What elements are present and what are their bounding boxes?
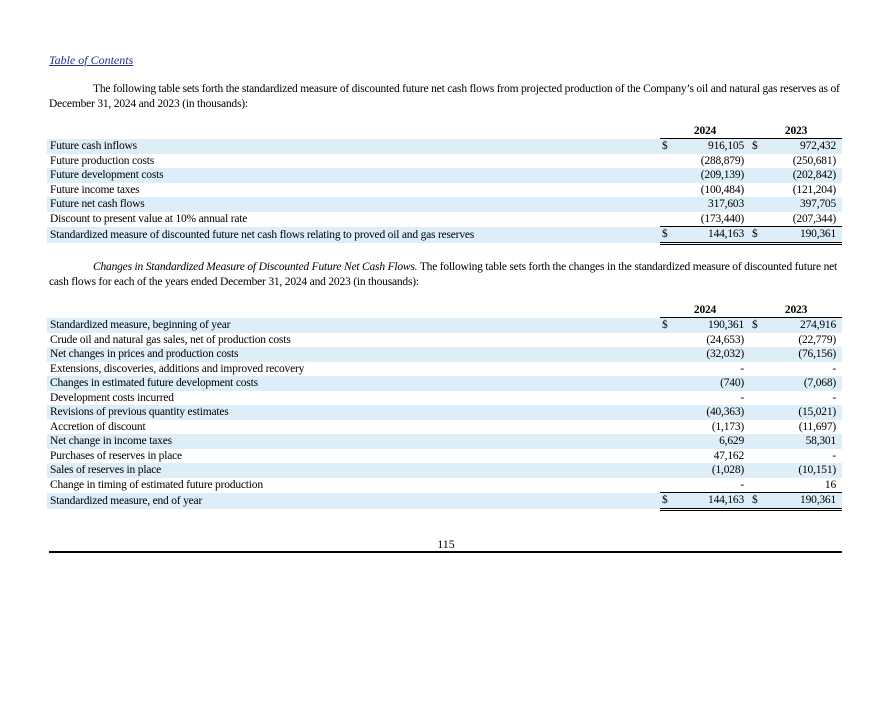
year-header: 2024 <box>660 303 750 318</box>
table-row <box>47 347 842 362</box>
value-2024: 190,361 <box>674 318 750 333</box>
row-label: Sales of reserves in place <box>47 463 660 478</box>
row-label: Standardized measure, end of year <box>47 493 660 510</box>
page-number: 115 <box>437 537 455 551</box>
currency-symbol <box>660 449 674 464</box>
currency-symbol <box>750 362 764 377</box>
value-2024: - <box>674 478 750 493</box>
row-label: Net changes in prices and production costs <box>47 347 660 362</box>
row-label: Accretion of discount <box>50 420 146 433</box>
value-2023: (10,151) <box>764 463 842 478</box>
currency-symbol <box>660 391 674 406</box>
value-2023: 190,361 <box>764 493 842 510</box>
table-row <box>47 212 842 227</box>
changes-heading: Changes in Standardized Measure of Discounted Future Net Cash Flows. <box>93 261 418 273</box>
table-row <box>47 197 842 212</box>
currency-symbol <box>750 347 764 362</box>
value-2024: (24,653) <box>706 333 745 346</box>
currency-symbol <box>750 463 764 478</box>
currency-symbol <box>750 168 764 183</box>
value-2024: (1,028) <box>674 463 750 478</box>
table-row <box>47 183 842 198</box>
table-row <box>47 318 842 333</box>
currency-symbol: $ <box>660 493 674 510</box>
table-row <box>47 493 842 510</box>
value-2024: 6,629 <box>674 434 750 449</box>
table-row <box>47 420 842 435</box>
value-2023: 397,705 <box>764 197 842 212</box>
currency-symbol <box>660 362 674 377</box>
currency-symbol <box>750 449 764 464</box>
currency-symbol: $ <box>750 139 764 154</box>
row-label: Crude oil and natural gas sales, net of production costs <box>50 333 291 346</box>
currency-symbol <box>660 420 674 435</box>
currency-symbol <box>660 197 674 212</box>
currency-symbol <box>750 183 764 198</box>
value-2024: - <box>740 362 745 375</box>
currency-symbol <box>660 405 674 420</box>
table-row <box>47 449 842 464</box>
currency-symbol <box>750 333 764 348</box>
value-2024: (40,363) <box>674 405 750 420</box>
year-header: 2024 <box>660 124 750 139</box>
value-2024: - <box>740 391 745 404</box>
table-row <box>47 405 842 420</box>
row-label: Development costs incurred <box>50 391 174 404</box>
changes-in-standardized-measure-table <box>47 303 842 511</box>
value-2023: (207,344) <box>764 212 842 227</box>
row-label: Change in timing of estimated future production <box>50 479 263 491</box>
currency-symbol: $ <box>660 318 674 333</box>
value-2024: (1,173) <box>711 420 745 433</box>
table-row <box>47 333 842 348</box>
currency-symbol <box>660 434 674 449</box>
year-header: 2023 <box>750 124 842 139</box>
table-row <box>47 434 842 449</box>
value-2024: (740) <box>674 376 750 391</box>
currency-symbol <box>660 333 674 348</box>
value-2023: (7,068) <box>764 376 842 391</box>
currency-symbol <box>750 405 764 420</box>
currency-symbol: $ <box>750 318 764 333</box>
row-label: Future cash inflows <box>47 139 660 154</box>
changes-paragraph: Changes in Standardized Measure of Discounted Future Net Cash Flows. The following table sets forth the changes in the standardized measure of discounted future net cash flows for each of the years ended December 31, 2024 and 2023 (in thousands): <box>49 261 838 288</box>
value-2023: (15,021) <box>764 405 842 420</box>
currency-symbol <box>660 168 674 183</box>
currency-symbol <box>750 212 764 227</box>
standardized-measure-table <box>47 124 842 245</box>
table-row <box>47 168 842 183</box>
value-2023: (250,681) <box>792 154 837 167</box>
currency-symbol <box>660 463 674 478</box>
value-2024: 144,163 <box>674 227 750 244</box>
table-row <box>47 362 842 377</box>
value-2023: 972,432 <box>764 139 842 154</box>
value-2024: 144,163 <box>674 493 750 510</box>
currency-symbol <box>750 197 764 212</box>
currency-symbol <box>750 154 764 169</box>
currency-symbol <box>660 154 674 169</box>
row-label: Discount to present value at 10% annual rate <box>50 213 248 225</box>
currency-symbol: $ <box>660 139 674 154</box>
currency-symbol: $ <box>750 227 764 244</box>
row-label: Future income taxes <box>50 183 140 196</box>
currency-symbol <box>750 391 764 406</box>
table-of-contents-link[interactable]: Table of Contents <box>49 53 134 67</box>
year-header: 2023 <box>750 303 842 318</box>
row-label: Revisions of previous quantity estimates <box>47 405 660 420</box>
row-label: Future development costs <box>47 168 660 183</box>
value-2024: (32,032) <box>674 347 750 362</box>
currency-symbol <box>750 434 764 449</box>
intro-paragraph: The following table sets forth the standardized measure of discounted future net cash flows from projected production of the Company’s oil and natural gas reserves as of December 31, 2024 and 2023 (in thousands): <box>49 83 840 110</box>
value-2023: 274,916 <box>764 318 842 333</box>
value-2023: - <box>832 449 837 462</box>
row-label: Net change in income taxes <box>47 434 660 449</box>
value-2023: (76,156) <box>764 347 842 362</box>
row-label: Purchases of reserves in place <box>50 449 182 462</box>
value-2023: 58,301 <box>764 434 842 449</box>
currency-symbol: $ <box>750 493 764 510</box>
value-2023: (202,842) <box>764 168 842 183</box>
currency-symbol <box>750 420 764 435</box>
value-2024: 47,162 <box>713 449 745 462</box>
value-2023: (121,204) <box>792 183 837 196</box>
currency-symbol <box>660 212 674 227</box>
currency-symbol <box>660 183 674 198</box>
currency-symbol <box>750 376 764 391</box>
value-2023: 190,361 <box>764 227 842 244</box>
row-label: Standardized measure, beginning of year <box>47 318 660 333</box>
value-2023: (11,697) <box>798 420 837 433</box>
table-row <box>47 154 842 169</box>
value-2023: 16 <box>764 478 842 493</box>
currency-symbol: $ <box>660 227 674 244</box>
table-row <box>47 376 842 391</box>
currency-symbol <box>660 478 674 493</box>
table-row <box>47 391 842 406</box>
table-row <box>47 463 842 478</box>
value-2024: 317,603 <box>674 197 750 212</box>
value-2024: (209,139) <box>674 168 750 183</box>
footer-divider <box>49 551 842 553</box>
value-2024: (173,440) <box>674 212 750 227</box>
row-label: Future net cash flows <box>47 197 660 212</box>
value-2024: (100,484) <box>700 183 745 196</box>
table-row <box>47 478 842 493</box>
value-2023: - <box>832 391 837 404</box>
row-label: Changes in estimated future development costs <box>47 376 660 391</box>
table-row <box>47 139 842 154</box>
value-2024: 916,105 <box>674 139 750 154</box>
value-2023: (22,779) <box>798 333 837 346</box>
currency-symbol <box>750 478 764 493</box>
row-label: Future production costs <box>50 154 154 167</box>
value-2023: - <box>832 362 837 375</box>
row-label: Extensions, discoveries, additions and improved recovery <box>50 362 305 375</box>
currency-symbol <box>660 376 674 391</box>
table-row <box>47 227 842 244</box>
row-label: Standardized measure of discounted future net cash flows relating to proved oil and gas reserves <box>47 227 660 244</box>
value-2024: (288,879) <box>700 154 745 167</box>
currency-symbol <box>660 347 674 362</box>
